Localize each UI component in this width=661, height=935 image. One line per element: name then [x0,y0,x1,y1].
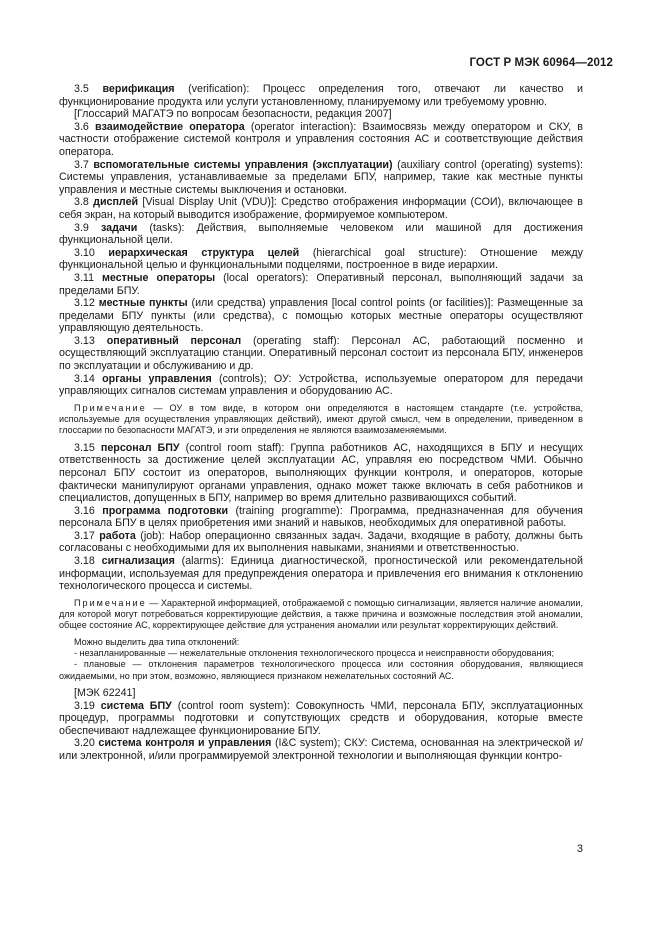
reference-iec-62241: [МЭК 62241] [74,686,136,699]
term-3-7: 3.7 вспомогательные системы управления (эксплуатации) (auxiliary control (operating) systems): Системы управления, устанавливаемые за пределами БПУ, например, такие как местные пункты управления и местные системы выключения и остановки. [59,158,583,196]
term-3-14: 3.14 органы управления (controls); ОУ: Устройства, используемые оператором для передачи управляющих сигналов системам управления и оборудованию АС. [59,372,583,398]
deviations-intro: Можно выделить два типа отклонений: [74,636,240,647]
term-3-16: 3.16 программа подготовки (training programme): Программа, предназначенная для обучения персонала БПУ в целях приобретения ими знаний и навыков, необходимых для оперативной работы. [59,504,583,530]
note-alarms: Примечание — Характерной информацией, отображаемой с помощью сигнализации, является наличие аномалии, для которой могут потребоваться корректирующие действия, а также причина и возможные последствия этой аномалии, общее состояние АС, корректирующее действие для устранения аномалии или результат корректирующих действий. [59,597,583,631]
page-number: 3 [576,843,583,855]
term-3-12: 3.12 местные пункты (или средства) управления [local control points (or facilities)]: Размещенные за пределами БПУ пункты (или средства), с помощью которых местные операторы осуществляют управляющую деятельность. [59,297,583,335]
deviation-item-planned: - плановые — отклонения параметров технологического процесса или состояния оборудования, являющиеся ожидаемыми, но при этом, возможно, являющиеся признаком нежелательных состояний АС. [59,659,583,681]
deviation-item-unplanned: - незапланированные — нежелательные отклонения технологического процесса и неисправности оборудования; [74,648,554,659]
note-controls: Примечание — ОУ в том виде, в котором они определяются в настоящем стандарте (т.е. устройства, используемые для осуществления управляющих действий), имеют другой смысл, чем в определении, приведенном в глоссарии по безопасности МАГАТЭ, и эти определения не являются взаимозаменяемыми. [59,402,583,436]
term-3-8: 3.8 дисплей [Visual Display Unit (VDU)]: Средство отображения информации (СОИ), включающее в себя экран, на который выводится изображение, формируемое компьютером. [59,196,583,221]
term-3-18: 3.18 сигнализация (alarms): Единица диагностической, прогностической или рекомендательной информации, используемая для предупреждения оператора и привлечения его внимания к отклонению технологического процесса и системы. [59,555,583,593]
term-3-17: 3.17 работа (job): Набор операционно связанных задач. Задачи, входящие в работу, должны быть согласованы с необходимыми для их выполнения навыками, знаниями и ответственностью. [59,529,583,555]
term-3-15: 3.15 персонал БПУ (control room staff): Группа работников АС, находящихся в БПУ и несущих ответственность за достижение целей эксплуатации АС, управляя ею посредством ЧМИ. Обычно персонал БПУ состоит из операторов, выполняющих функции контроля, и операторов, которые фактически манипулируют органами управления, однако может также включать в себя работников и специалистов, допущенных в БПУ, например во время длительно развивающихся событий. [59,441,583,505]
term-3-11: 3.11 местные операторы (local operators): Оперативный персонал, выполняющий задачи за пределами БПУ. [59,271,583,297]
term-3-19: 3.19 система БПУ (control room system): Совокупность ЧМИ, персонала БПУ, эксплуатационных процедур, программы подготовки и сопутствующих средств и оборудования, которые вместе обеспечивают надлежащее функционирование БПУ. [59,699,583,737]
term-3-9: 3.9 задачи (tasks): Действия, выполняемые человеком или машиной для достижения функциональной цели. [59,221,583,247]
reference-iaea-glossary: [Глоссарий МАГАТЭ по вопросам безопасности, редакция 2007] [74,108,392,121]
term-3-20: 3.20 система контроля и управления (I&C system); СКУ: Система, основанная на электрической и/или электронной, и/или программируемой электронной технологии и выполняющая функции контро- [59,737,583,762]
term-3-13: 3.13 оперативный персонал (operating staff): Персонал АС, работающий посменно и осуществляющий эксплуатацию станции. Оперативный персонал состоит из персонала БПУ, инженеров по эксплуатации и обслуживанию и др. [59,334,583,373]
term-3-6: 3.6 взаимодействие оператора (operator interaction): Взаимосвязь между оператором и СКУ, в частности отображение системой контроля и управления состояния АС и соответствующие действия оператора. [59,120,583,158]
standard-designation: ГОСТ Р МЭК 60964—2012 [469,57,613,69]
document-body [59,83,583,763]
term-3-5: 3.5 верификация (verification): Процесс определения того, отвечают ли качество и функционирование продукта или услуги установленному, планируемому или требуемому уровню. [59,83,583,108]
term-3-10: 3.10 иерархическая структура целей (hierarchical goal structure): Отношение между функциональной целью и функциональными подцелями, построенное в виде иерархии. [59,246,583,272]
